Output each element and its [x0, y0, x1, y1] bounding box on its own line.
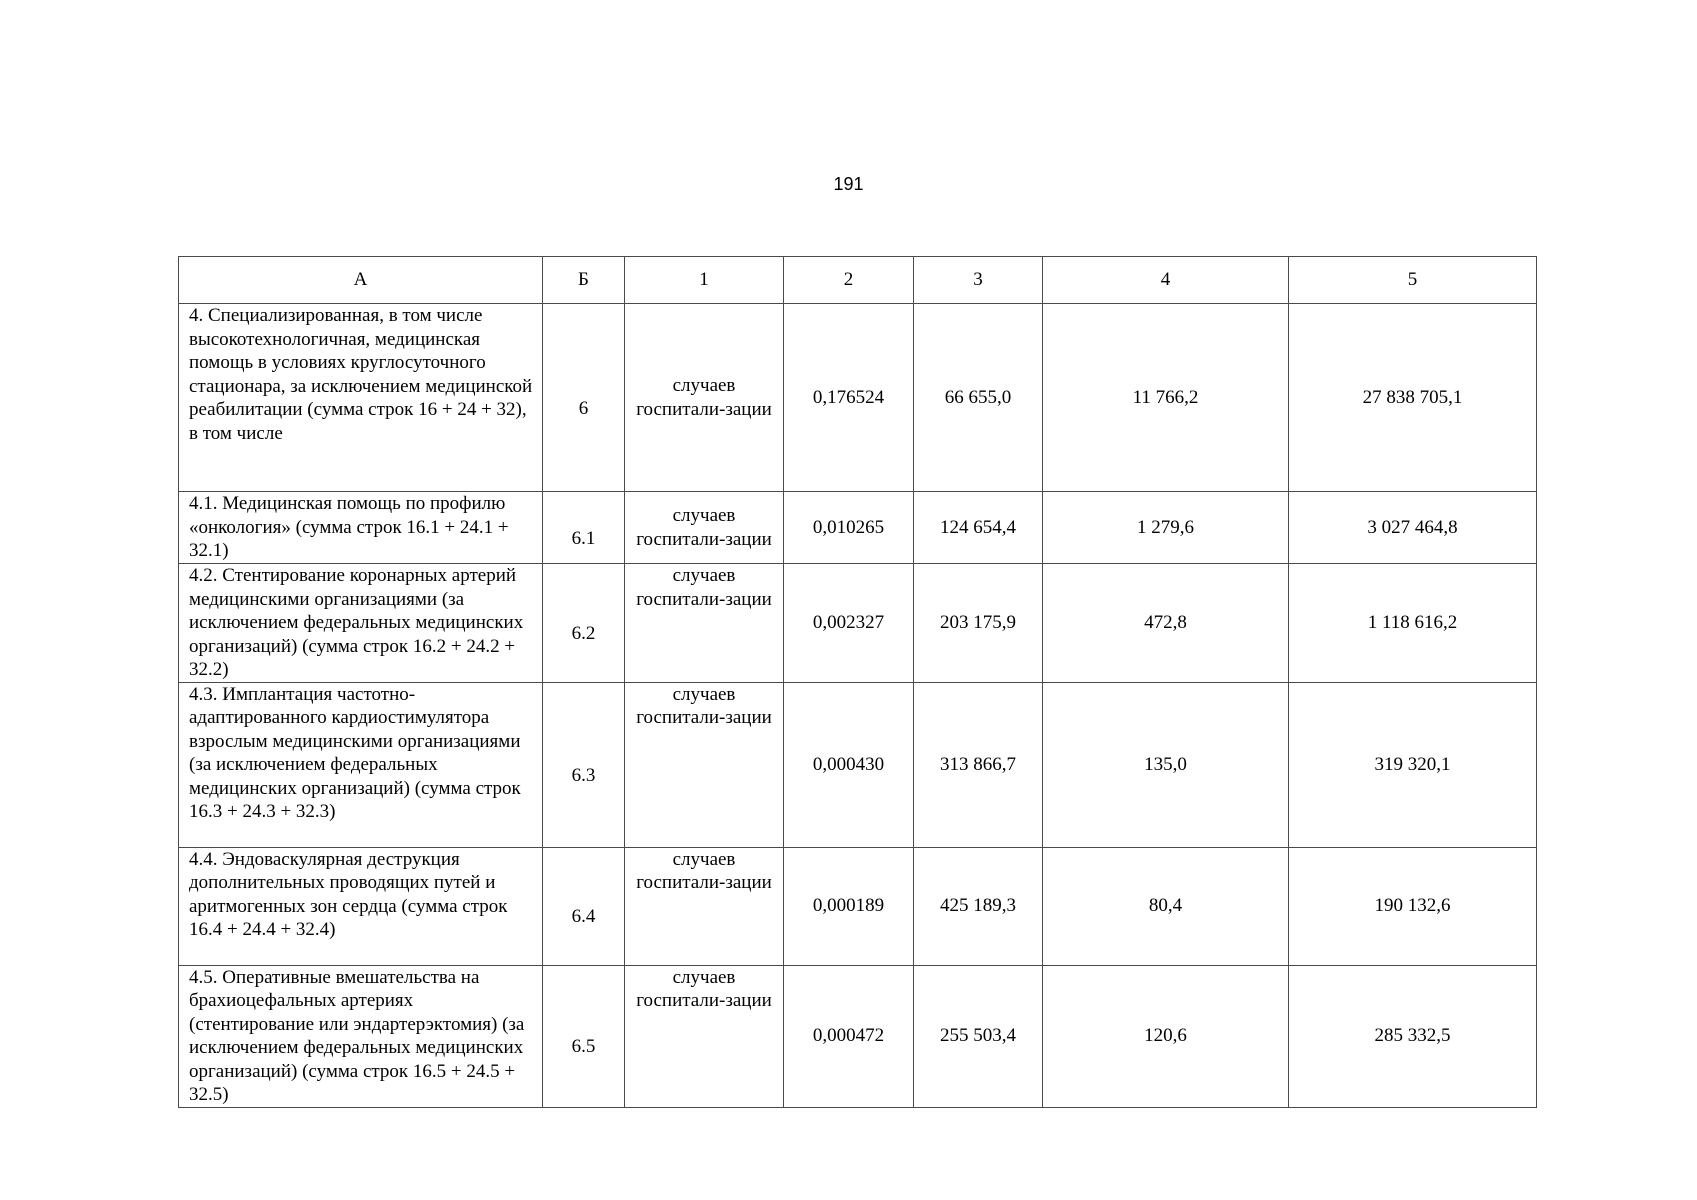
- row-value-cell: 80,4: [1043, 847, 1289, 965]
- row-name-cell: 4.5. Оперативные вмешательства на брахиоцефальных артериях (стентирование или эндартерэктомия) (за исключением федеральных медицинских организаций) (сумма строк 16.5 + 24.5 + 32.5): [179, 965, 543, 1107]
- row-value-cell: 0,176524: [784, 304, 914, 492]
- row-value-cell: 0,000472: [784, 965, 914, 1107]
- row-name-cell: 4.2. Стентирование коронарных артерий медицинскими организациями (за исключением федеральных медицинских организаций) (сумма строк 16.2 + 24.2 + 32.2): [179, 564, 543, 683]
- row-code-cell: 6.5: [543, 965, 625, 1107]
- row-value-cell: 3 027 464,8: [1289, 492, 1537, 564]
- row-value-cell: 285 332,5: [1289, 965, 1537, 1107]
- data-table: [178, 256, 1537, 1108]
- column-header: А: [179, 257, 543, 304]
- table-header-row: [179, 257, 1537, 304]
- row-unit-cell: случаев госпитали-зации: [625, 847, 784, 965]
- row-value-cell: 203 175,9: [914, 564, 1043, 683]
- row-value-cell: 319 320,1: [1289, 682, 1537, 847]
- page-number: 191: [833, 174, 864, 194]
- row-value-cell: 27 838 705,1: [1289, 304, 1537, 492]
- row-unit-cell: случаев госпитали-зации: [625, 304, 784, 492]
- row-value-cell: 135,0: [1043, 682, 1289, 847]
- column-header: Б: [543, 257, 625, 304]
- row-value-cell: 0,010265: [784, 492, 914, 564]
- row-value-cell: 0,000189: [784, 847, 914, 965]
- table-row: [179, 682, 1537, 847]
- row-value-cell: 11 766,2: [1043, 304, 1289, 492]
- table-row: [179, 965, 1537, 1107]
- row-unit-cell: случаев госпитали-зации: [625, 965, 784, 1107]
- row-unit-cell: случаев госпитали-зации: [625, 492, 784, 564]
- row-value-cell: 1 118 616,2: [1289, 564, 1537, 683]
- row-value-cell: 0,002327: [784, 564, 914, 683]
- row-name-cell: 4. Специализированная, в том числе высокотехнологичная, медицинская помощь в условиях круглосуточного стационара, за исключением медицинской реабилитации (сумма строк 16 + 24 + 32), в том числе: [179, 304, 543, 492]
- row-value-cell: 124 654,4: [914, 492, 1043, 564]
- row-value-cell: 66 655,0: [914, 304, 1043, 492]
- row-name-cell: 4.1. Медицинская помощь по профилю «онкология» (сумма строк 16.1 + 24.1 + 32.1): [179, 492, 543, 564]
- column-header: 1: [625, 257, 784, 304]
- table-row: [179, 564, 1537, 683]
- row-code-cell: 6.4: [543, 847, 625, 965]
- row-value-cell: 120,6: [1043, 965, 1289, 1107]
- row-value-cell: 313 866,7: [914, 682, 1043, 847]
- column-header: 5: [1289, 257, 1537, 304]
- column-header: 3: [914, 257, 1043, 304]
- table-row: [179, 847, 1537, 965]
- row-code-cell: 6.3: [543, 682, 625, 847]
- row-value-cell: 472,8: [1043, 564, 1289, 683]
- column-header: 2: [784, 257, 914, 304]
- row-name-cell: 4.4. Эндоваскулярная деструкция дополнительных проводящих путей и аритмогенных зон сердца (сумма строк 16.4 + 24.4 + 32.4): [179, 847, 543, 965]
- row-value-cell: 255 503,4: [914, 965, 1043, 1107]
- row-code-cell: 6.1: [543, 492, 625, 564]
- column-header: 4: [1043, 257, 1289, 304]
- row-value-cell: 190 132,6: [1289, 847, 1537, 965]
- table-row: [179, 304, 1537, 492]
- row-name-cell: 4.3. Имплантация частотно-адаптированного кардиостимулятора взрослым медицинскими организациями (за исключением федеральных медицинских организаций) (сумма строк 16.3 + 24.3 + 32.3): [179, 682, 543, 847]
- row-code-cell: 6: [543, 304, 625, 492]
- row-value-cell: 0,000430: [784, 682, 914, 847]
- row-unit-cell: случаев госпитали-зации: [625, 564, 784, 683]
- row-code-cell: 6.2: [543, 564, 625, 683]
- row-unit-cell: случаев госпитали-зации: [625, 682, 784, 847]
- row-value-cell: 1 279,6: [1043, 492, 1289, 564]
- table-row: [179, 492, 1537, 564]
- row-value-cell: 425 189,3: [914, 847, 1043, 965]
